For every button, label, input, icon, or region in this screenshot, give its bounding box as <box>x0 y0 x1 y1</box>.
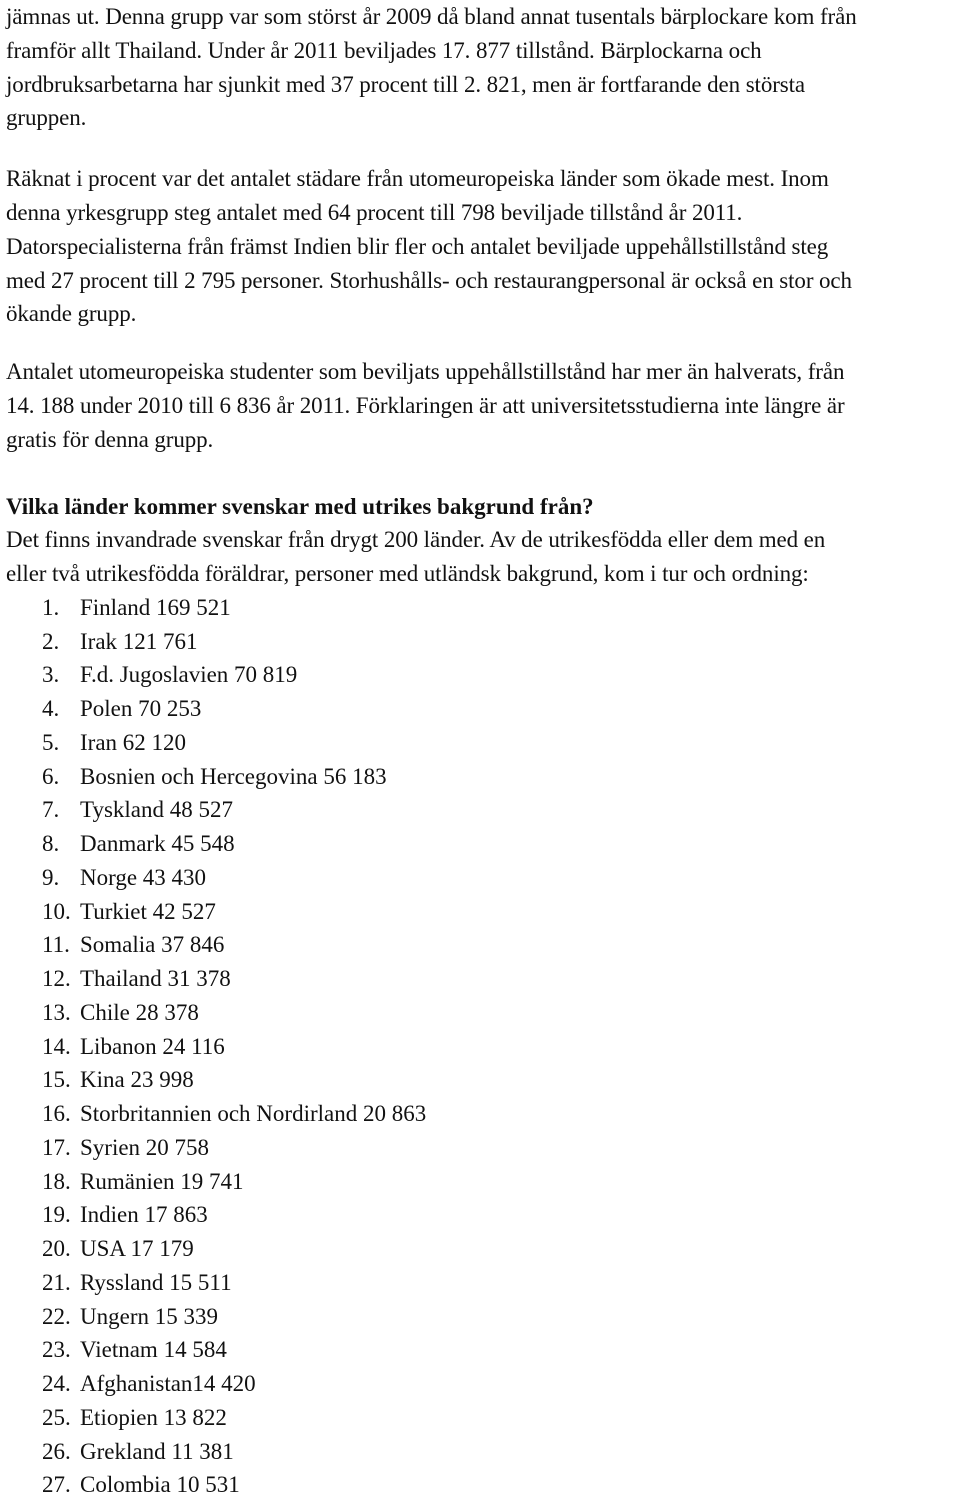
list-item-text: Storbritannien och Nordirland 20 863 <box>80 1101 427 1127</box>
list-item <box>42 1165 960 1199</box>
list-item-number: 13. <box>42 999 71 1025</box>
list-item <box>42 1266 960 1300</box>
list-item <box>42 827 960 861</box>
paragraph-line: denna yrkesgrupp steg antalet med 64 procent till 798 beviljade tillstånd år 2011. <box>6 199 743 225</box>
list-item-number: 25. <box>42 1404 71 1430</box>
list-item-text: Danmark 45 548 <box>80 831 235 857</box>
list-item <box>42 861 960 895</box>
paragraph-line: Antalet utomeuropeiska studenter som beviljats uppehållstillstånd har mer än halverats, från <box>6 359 845 385</box>
list-item-text: Norge 43 430 <box>80 864 207 890</box>
list-item-number: 9. <box>42 864 60 890</box>
paragraph-line: gruppen. <box>6 105 87 131</box>
list-item-number: 7. <box>42 797 60 823</box>
list-item <box>42 1333 960 1367</box>
list-item-number: 5. <box>42 729 60 755</box>
list-item <box>42 1435 960 1469</box>
list-item <box>42 793 960 827</box>
list-item-number: 12. <box>42 966 71 992</box>
list-item-number: 2. <box>42 628 60 654</box>
paragraph-cleaners <box>6 162 960 331</box>
paragraph-line: Datorspecialisterna från främst Indien blir fler och antalet beviljade uppehållstillstånd steg <box>6 233 829 259</box>
list-item-number: 20. <box>42 1236 71 1262</box>
list-item-text: Turkiet 42 527 <box>80 898 216 924</box>
list-item-number: 16. <box>42 1101 71 1127</box>
paragraph-line: jordbruksarbetarna har sjunkit med 37 procent till 2. 821, men är fortfarande den största <box>6 71 806 97</box>
list-item-number: 3. <box>42 662 60 688</box>
list-item-number: 27. <box>42 1472 71 1498</box>
list-item-text: Ungern 15 339 <box>80 1303 218 1329</box>
list-item-number: 22. <box>42 1303 71 1329</box>
list-item-text: Afghanistan14 420 <box>80 1371 256 1397</box>
list-item-text: Chile 28 378 <box>80 999 199 1025</box>
paragraph-line: jämnas ut. Denna grupp var som störst år 2009 då bland annat tusentals bärplockare kom från <box>6 4 857 29</box>
list-item-number: 26. <box>42 1438 71 1464</box>
list-item-number: 6. <box>42 763 60 789</box>
list-item-text: Polen 70 253 <box>80 696 202 722</box>
list-item-text: Vietnam 14 584 <box>80 1337 227 1363</box>
list-item-text: Libanon 24 116 <box>80 1033 225 1059</box>
list-item-number: 11. <box>42 932 70 958</box>
list-item <box>42 895 960 929</box>
list-item <box>42 1097 960 1131</box>
list-item <box>42 1232 960 1266</box>
paragraph-line: 14. 188 under 2010 till 6 836 år 2011. Förklaringen är att universitetsstudierna inte längre är <box>6 392 845 418</box>
list-item-number: 19. <box>42 1202 71 1228</box>
list-item-text: Irak 121 761 <box>80 628 198 654</box>
list-item-text: Ryssland 15 511 <box>80 1269 232 1295</box>
list-item-text: Tyskland 48 527 <box>80 797 233 823</box>
list-item <box>42 1468 960 1502</box>
section-heading: Vilka länder kommer svenskar med utrikes bakgrund från? <box>6 493 594 519</box>
paragraph-line: gratis för denna grupp. <box>6 426 214 452</box>
paragraph-countries-intro <box>6 523 960 591</box>
list-item <box>42 996 960 1030</box>
list-item <box>42 658 960 692</box>
list-item-text: Iran 62 120 <box>80 729 187 755</box>
list-item-text: Etiopien 13 822 <box>80 1404 227 1430</box>
paragraph-berry-pickers <box>6 0 960 135</box>
list-item-text: Syrien 20 758 <box>80 1134 210 1160</box>
list-item <box>42 1131 960 1165</box>
list-item-number: 4. <box>42 696 60 722</box>
list-item <box>42 1401 960 1435</box>
list-item <box>42 1030 960 1064</box>
list-item-number: 18. <box>42 1168 71 1194</box>
list-item-number: 14. <box>42 1033 71 1059</box>
list-item-text: Somalia 37 846 <box>80 932 225 958</box>
list-item-number: 17. <box>42 1134 71 1160</box>
list-item-number: 8. <box>42 831 60 857</box>
list-item-number: 24. <box>42 1371 71 1397</box>
list-item-text: USA 17 179 <box>80 1236 194 1262</box>
list-item <box>42 726 960 760</box>
list-item <box>42 591 960 625</box>
list-item-text: F.d. Jugoslavien 70 819 <box>80 662 298 688</box>
list-item-text: Bosnien och Hercegovina 56 183 <box>80 763 387 789</box>
list-item <box>42 760 960 794</box>
list-item-number: 21. <box>42 1269 71 1295</box>
list-item <box>42 1367 960 1401</box>
country-list <box>6 591 960 1502</box>
list-item-text: Kina 23 998 <box>80 1067 194 1093</box>
list-item-text: Rumänien 19 741 <box>80 1168 244 1194</box>
list-item-number: 23. <box>42 1337 71 1363</box>
list-item-text: Thailand 31 378 <box>80 966 231 992</box>
list-item-text: Colombia 10 531 <box>80 1472 240 1498</box>
paragraph-line: framför allt Thailand. Under år 2011 beviljades 17. 877 tillstånd. Bärplockarna och <box>6 37 762 63</box>
paragraph-students <box>6 355 960 456</box>
list-item-text: Grekland 11 381 <box>80 1438 234 1464</box>
list-item <box>42 962 960 996</box>
list-item-text: Indien 17 863 <box>80 1202 208 1228</box>
list-item <box>42 1198 960 1232</box>
list-item <box>42 928 960 962</box>
list-item <box>42 692 960 726</box>
paragraph-line: med 27 procent till 2 795 personer. Storhushålls- och restaurangpersonal är också en stor och <box>6 267 852 293</box>
list-item-text: Finland 169 521 <box>80 594 231 620</box>
paragraph-line: ökande grupp. <box>6 301 137 327</box>
list-item <box>42 625 960 659</box>
paragraph-line: Det finns invandrade svenskar från drygt 200 länder. Av de utrikesfödda eller dem med en <box>6 527 826 553</box>
list-item-number: 15. <box>42 1067 71 1093</box>
list-item-number: 1. <box>42 594 60 620</box>
paragraph-line: Räknat i procent var det antalet städare från utomeuropeiska länder som ökade mest. Inom <box>6 166 829 192</box>
paragraph-line: eller två utrikesfödda föräldrar, personer med utländsk bakgrund, kom i tur och ordning: <box>6 561 809 587</box>
list-item <box>42 1300 960 1334</box>
list-item <box>42 1063 960 1097</box>
list-item-number: 10. <box>42 898 71 924</box>
